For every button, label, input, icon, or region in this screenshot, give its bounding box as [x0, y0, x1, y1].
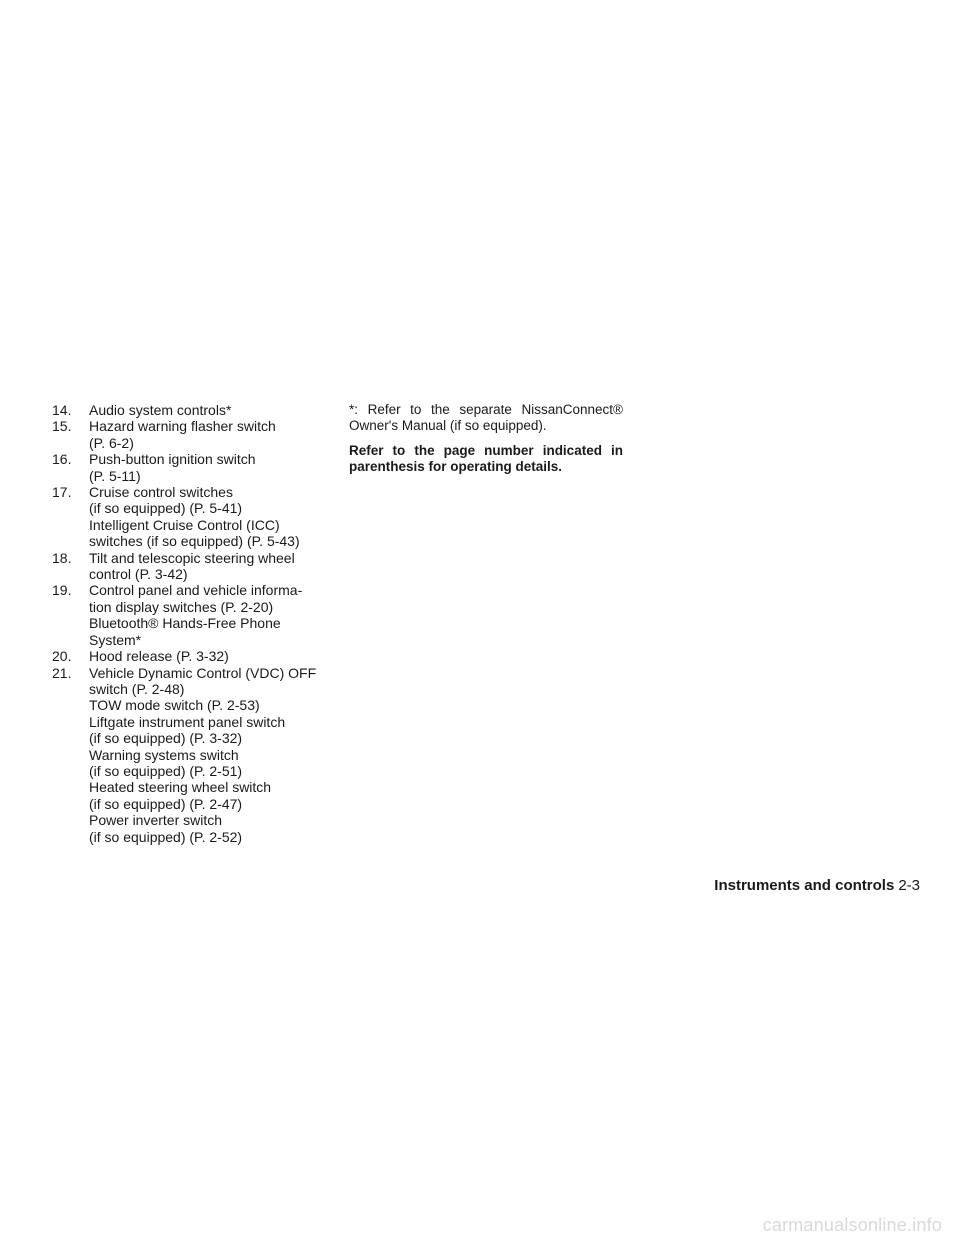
item-text [89, 451, 342, 484]
item-number: 16. [52, 451, 72, 468]
item-line: switch (P. 2-48) [89, 680, 185, 697]
notes-column [349, 402, 623, 476]
item-text [89, 402, 342, 418]
list-item [52, 484, 342, 550]
list-item [52, 550, 342, 583]
item-line: (P. 6-2) [89, 434, 134, 451]
item-number: 19. [52, 582, 72, 599]
item-line: Power inverter switch [89, 812, 223, 829]
item-line: Bluetooth® Hands-Free Phone [89, 615, 281, 632]
item-text [89, 418, 342, 451]
list-item [52, 451, 342, 484]
item-line: Cruise control switches [89, 484, 233, 501]
page-number: 2-3 [898, 877, 920, 894]
item-line: Hazard warning flasher switch [89, 418, 276, 435]
list-item [52, 665, 342, 845]
watermark: carmanualsonline.info [762, 1215, 942, 1235]
item-line: (if so equipped) (P. 2-47) [89, 795, 243, 812]
item-line: (if so equipped) (P. 2-51) [89, 762, 243, 779]
item-line: control (P. 3-42) [89, 566, 188, 583]
item-text [89, 484, 342, 550]
item-line: Warning systems switch [89, 746, 239, 763]
item-line: Hood release (P. 3-32) [89, 648, 229, 665]
footnote-line: *: Refer to the separate NissanConnect® [349, 402, 623, 417]
footnote [349, 402, 623, 435]
item-number: 20. [52, 648, 72, 665]
page-reference-line: Refer to the page number indicated in [349, 442, 623, 458]
item-line: Vehicle Dynamic Control (VDC) OFF [89, 664, 317, 681]
item-number: 15. [52, 418, 72, 435]
item-line: System* [89, 631, 142, 648]
item-line: Liftgate instrument panel switch [89, 713, 286, 730]
item-line: Push-button ignition switch [89, 451, 256, 468]
list-item [52, 418, 342, 451]
list-item [52, 582, 342, 648]
item-text [89, 582, 342, 648]
item-number: 17. [52, 484, 72, 501]
item-line: switches (if so equipped) (P. 5-43) [89, 533, 300, 550]
item-number: 18. [52, 549, 72, 566]
item-line: TOW mode switch (P. 2-53) [89, 697, 260, 714]
item-line: Audio system controls* [89, 402, 232, 418]
footnote-line: Owner's Manual (if so equipped). [349, 418, 547, 434]
item-list [52, 402, 342, 845]
item-line: Control panel and vehicle informa- [89, 582, 303, 599]
item-number: 14. [52, 402, 72, 418]
item-text [89, 665, 342, 845]
page-footer [700, 877, 920, 894]
section-title: Instruments and controls [714, 877, 895, 894]
item-line: tion display switches (P. 2-20) [89, 598, 274, 615]
page-reference-line: parenthesis for operating details. [349, 459, 563, 475]
item-text [89, 648, 342, 664]
item-text [89, 550, 342, 583]
item-line: Tilt and telescopic steering wheel [89, 549, 295, 566]
item-line: (if so equipped) (P. 2-52) [89, 828, 243, 845]
item-line: (P. 5-11) [89, 467, 141, 484]
item-number: 21. [52, 664, 72, 681]
list-item [52, 648, 342, 664]
item-line: Intelligent Cruise Control (ICC) [89, 516, 280, 533]
item-line: (if so equipped) (P. 3-32) [89, 730, 243, 747]
item-line: Heated steering wheel switch [89, 779, 272, 796]
item-line: (if so equipped) (P. 5-41) [89, 500, 243, 517]
page-reference-note [349, 443, 623, 476]
list-item [52, 402, 342, 418]
